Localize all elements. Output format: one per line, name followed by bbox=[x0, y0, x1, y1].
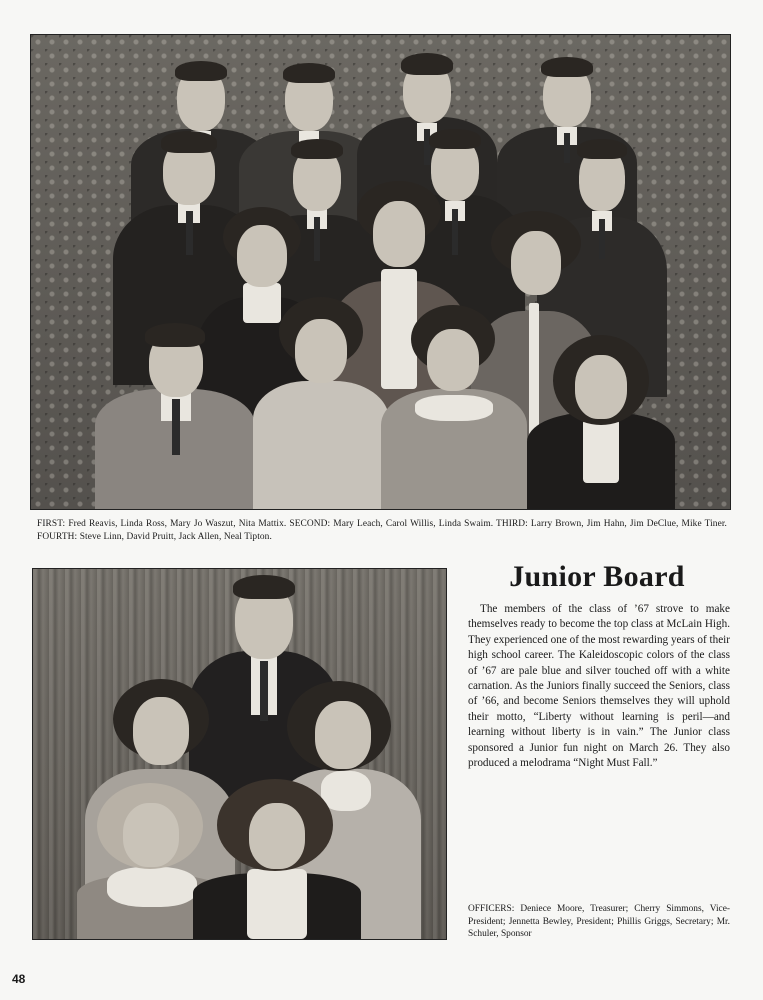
officers-photo bbox=[32, 568, 447, 940]
student-figure bbox=[381, 305, 527, 509]
officers-caption: OFFICERS: Deniece Moore, Treasurer; Cherry Simmons, Vice-President; Jennetta Bewley, President; Phillis Griggs, Secretary; Mr. Schuler, Sponsor bbox=[468, 904, 730, 940]
page-title: Junior Board bbox=[509, 560, 685, 593]
student-figure bbox=[95, 305, 255, 509]
officer-figure bbox=[193, 779, 361, 939]
student-figure bbox=[527, 335, 675, 509]
group-photo-caption: FIRST: Fred Reavis, Linda Ross, Mary Jo Waszut, Nita Mattix. SECOND: Mary Leach, Carol Willis, Linda Swaim. THIRD: Larry Brown, Jim Hahn, Jim DeClue, Mike Tiner. FOURTH: Steve Linn, David Pruitt, Jack Allen, Neal Tipton. bbox=[37, 519, 727, 542]
group-photo bbox=[30, 34, 731, 510]
article-body: The members of the class of ’67 strove to make themselves ready to become the top class at McLain High. They experienced one of the most rewarding years of their high school career. The Kaleidoscopic colors of the class of ’67 are pale blue and silver touched off with a white carnation. As the Juniors finally succeed the Seniors, class of ’66, and become Seniors themselves they will uphold their motto, “Liberty without learning is peril—and learning without liberty is in vain.” The Junior class sponsored a Junior fun night on March 26. They also produced a melodrama “Night Must Fall.” bbox=[468, 603, 730, 770]
page-number: 48 bbox=[12, 972, 26, 986]
student-figure bbox=[253, 297, 389, 509]
